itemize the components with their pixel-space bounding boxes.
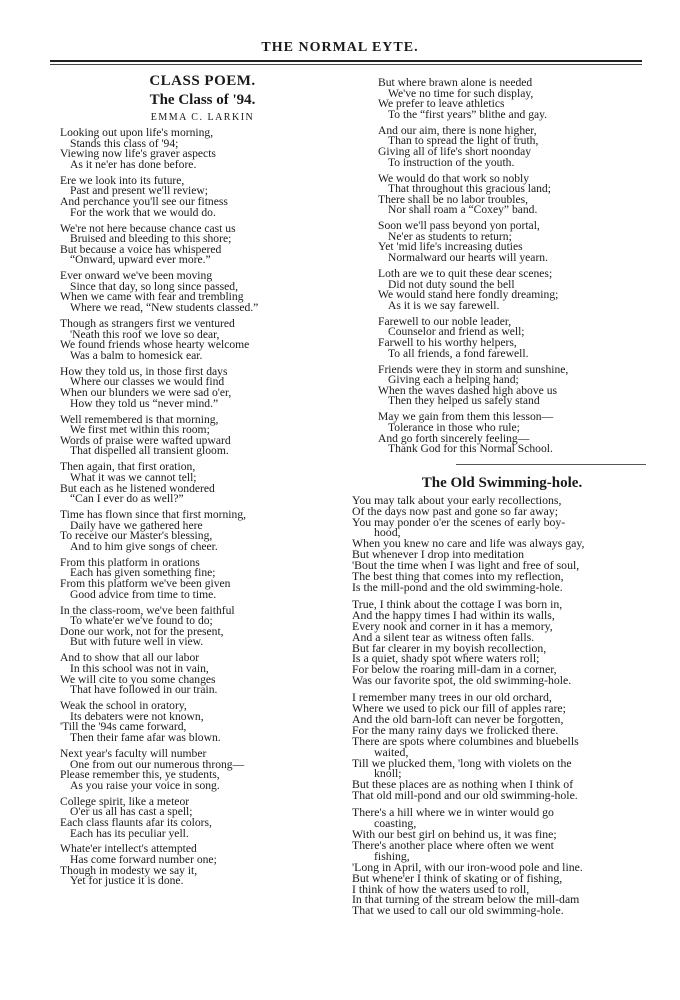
stanza	[378, 171, 648, 217]
verse-line: Where we used to pick our fill of apples rare;	[352, 701, 566, 716]
verse-line: I think of how the waters used to roll,	[352, 881, 530, 896]
verse-line: How they told us, in those first days	[60, 364, 228, 378]
verse-line: True, I think about the cottage I was born in,	[352, 596, 563, 611]
verse-line: When you knew no care and life was always gay,	[352, 536, 585, 551]
stanza	[60, 555, 345, 601]
verse-line: In this school was not in vain,	[70, 662, 209, 676]
stanza	[60, 173, 345, 219]
verse-line: We prefer to leave athletics	[378, 97, 505, 111]
verse-line: As you raise your voice in song.	[70, 778, 220, 792]
stanza	[60, 746, 345, 792]
verse-line: For the many rainy days we frolicked there.	[352, 722, 559, 737]
verse-line: Yet 'mid life's increasing duties	[378, 240, 523, 254]
poem-heading: CLASS POEM.	[149, 73, 256, 89]
verse-line: Counselor and friend as well;	[388, 325, 525, 339]
verse-line: Each has its peculiar yell.	[70, 826, 189, 840]
verse-line: We would do that work so nobly	[378, 171, 530, 185]
verse-line: O'er us all has cast a spell;	[70, 805, 193, 819]
verse-line: Words of praise were wafted upward	[60, 433, 231, 447]
verse-line: Giving each a helping hand;	[388, 373, 519, 387]
verse-line: Is the mill-pond and the old swimming-hole.	[352, 579, 563, 594]
verse-line: 'Long in April, with our iron-wood pole and line.	[352, 859, 583, 874]
verse-line: You may ponder o'er the scenes of early boy-	[352, 514, 566, 529]
verse-line: The best thing that comes into my reflection,	[352, 569, 564, 584]
verse-line: There shall be no labor troubles,	[378, 192, 529, 206]
verse-line: But because a voice has whispered	[60, 242, 222, 256]
verse-line: Loth are we to quit these dear scenes;	[378, 267, 553, 281]
verse-line: For the work that we would do.	[70, 205, 216, 219]
verse-line: And the happy times I had within its walls,	[352, 607, 555, 622]
verse-line: And go forth sincerely feeling—	[378, 431, 530, 445]
verse-line: As it ne'er has done before.	[70, 157, 197, 171]
verse-line: Farwell to his worthy helpers,	[378, 336, 517, 350]
stanza	[60, 271, 345, 313]
stanza	[378, 221, 648, 263]
verse-line: Yet for justice it is done.	[70, 874, 184, 888]
verse-line: Was a balm to homesick ear.	[70, 348, 203, 362]
verse-line: We're not here because chance cast us	[60, 221, 236, 235]
verse-line: That dispelled all transient gloom.	[70, 444, 229, 458]
verse-line: waited,	[374, 744, 409, 759]
stanza	[60, 412, 345, 458]
section-divider	[456, 464, 646, 465]
verse-line: Good advice from time to time.	[70, 587, 217, 601]
verse-line: When our blunders we were sad o'er,	[60, 386, 232, 400]
verse-line: 'Till the '94s came forward,	[60, 720, 187, 734]
stanza	[352, 492, 647, 594]
verse-line: Though in modesty we say it,	[60, 863, 198, 877]
verse-line: Every nook and corner in it has a memory,	[352, 618, 553, 633]
stanza	[378, 362, 648, 408]
verse-line: As it is we say farewell.	[388, 298, 500, 312]
verse-line: Has come forward number one;	[70, 853, 217, 867]
verse-line: In that turning of the stream below the mill-dam	[352, 892, 580, 907]
verse-line: And the old barn-loft can never be forgotten,	[352, 711, 564, 726]
verse-line: “Onward, upward ever more.”	[70, 253, 211, 267]
verse-line: 'Bout the time when I was light and free of soul,	[352, 558, 580, 573]
stanza	[352, 596, 647, 688]
verse-line: Weak the school in oratory,	[60, 699, 187, 713]
stanza	[60, 221, 345, 267]
verse-line: coasting,	[374, 816, 417, 831]
stanza	[378, 412, 648, 454]
verse-line: Till we plucked them, 'long with violets on the	[352, 755, 572, 770]
verse-line: For below the roaring mill-dam in a corner,	[352, 662, 557, 677]
verse-line: To all friends, a fond farewell.	[388, 346, 529, 360]
stanza	[60, 510, 345, 552]
page-header: THE NORMAL EYTE.	[261, 40, 419, 55]
verse-line: To receive our Master's blessing,	[60, 529, 213, 543]
verse-line: There's another place where often we went	[352, 837, 554, 852]
verse-line: And to him give songs of cheer.	[70, 539, 218, 553]
stanza	[378, 78, 648, 120]
verse-line: We found friends whose hearty welcome	[60, 338, 250, 352]
verse-line: There are spots where columbines and bluebells	[352, 733, 579, 748]
verse-line: Stands this class of '94;	[70, 136, 179, 150]
verse-line: But each as he listened wondered	[60, 481, 215, 495]
left-column	[60, 72, 345, 892]
verse-line: We will cite to you some changes	[60, 672, 216, 686]
verse-line: Ne'er as students to return;	[388, 229, 512, 243]
verse-line: To the “first years” blithe and gay.	[388, 107, 548, 121]
verse-line: But these places are as nothing when I think of	[352, 777, 574, 792]
verse-line: How they told us “never mind.”	[70, 396, 219, 410]
verse-line: That have followed in our train.	[70, 683, 218, 697]
class-poem-stanzas-left	[60, 128, 345, 887]
verse-line: What it was we cannot tell;	[70, 470, 197, 484]
verse-line: To whate'er we've found to do;	[70, 614, 213, 628]
verse-line: Then their fame afar was blown.	[70, 730, 221, 744]
verse-line: Of the days now past and gone so far away;	[352, 503, 559, 518]
verse-line: Well remembered is that morning,	[60, 412, 219, 426]
verse-line: When we came with fear and trembling	[60, 290, 244, 304]
verse-line: You may talk about your early recollections,	[352, 492, 562, 507]
verse-line: Daily have we gathered here	[70, 518, 203, 532]
verse-line: Then they helped us safely stand	[388, 394, 540, 408]
stanza	[60, 794, 345, 840]
stanza	[60, 462, 345, 504]
verse-line: Nor shall roam a “Coxey” band.	[388, 203, 538, 217]
verse-line: Then again, that first oration,	[60, 460, 196, 474]
verse-line: Done our work, not for the present,	[60, 624, 224, 638]
stanza	[378, 269, 648, 311]
verse-line: From this platform in orations	[60, 555, 200, 569]
verse-line: Is a quiet, shady spot where waters roll;	[352, 651, 540, 666]
verse-line: Viewing now life's graver aspects	[60, 147, 216, 161]
verse-line: Next year's faculty will number	[60, 746, 207, 760]
verse-line: Did not duty sound the bell	[388, 277, 515, 291]
verse-line: Looking out upon life's morning,	[60, 126, 214, 139]
verse-line: Past and present we'll review;	[70, 184, 208, 198]
verse-line: But where brawn alone is needed	[378, 76, 533, 89]
poem-author: EMMA C. LARKIN	[150, 112, 255, 123]
verse-line: Ever onward we've been moving	[60, 269, 213, 283]
verse-line: Was our favorite spot, the old swimming-hole.	[352, 673, 572, 688]
verse-line: But whenever I drop into meditation	[352, 547, 524, 562]
verse-line: We've no time for such display,	[388, 86, 534, 100]
verse-line: One from out our numerous throng—	[70, 757, 245, 771]
verse-line: But whene'er I think of skating or of fishing,	[352, 870, 563, 885]
poem-subtitle: The Class of '94.	[149, 92, 256, 108]
verse-line: Where our classes we would find	[70, 375, 225, 389]
header-rule	[50, 60, 642, 62]
verse-line: Its debaters were not known,	[70, 709, 204, 723]
verse-line: Soon we'll pass beyond yon portal,	[378, 219, 540, 233]
verse-line: I remember many trees in our old orchard,	[352, 690, 552, 705]
verse-line: Where we read, “New students classed.”	[70, 301, 259, 315]
verse-line: “Can I ever do as well?”	[70, 492, 184, 506]
stanza	[378, 123, 648, 169]
swimming-hole-title: The Old Swimming-hole.	[421, 474, 583, 491]
verse-line: That we used to call our old swimming-hole.	[352, 903, 564, 918]
verse-line: Please remember this, ye students,	[60, 768, 220, 782]
verse-line: From this platform we've been given	[60, 577, 231, 591]
verse-line: Though as strangers first we ventured	[60, 317, 235, 331]
verse-line: And a silent tear as witness often falls.	[352, 629, 535, 644]
verse-line: With our best girl on behind us, it was fine;	[352, 827, 557, 842]
verse-line: Bruised and bleeding to this shore;	[70, 232, 232, 246]
verse-line: Than to spread the light of truth,	[388, 134, 539, 148]
verse-line: hood,	[374, 525, 401, 540]
stanza	[378, 314, 648, 360]
verse-line: Farewell to our noble leader,	[378, 314, 512, 328]
stanza	[60, 128, 345, 170]
verse-line: That old mill-pond and our old swimming-hole.	[352, 788, 578, 803]
verse-line: Each class flaunts afar its colors,	[60, 815, 212, 829]
verse-line: fishing,	[374, 848, 410, 863]
verse-line: Each has given something fine;	[70, 566, 216, 580]
verse-line: Normalward our hearts will yearn.	[388, 251, 549, 265]
verse-line: To instruction of the youth.	[388, 155, 515, 169]
verse-line: Tolerance in those who rule;	[388, 420, 520, 434]
stanza	[352, 807, 647, 916]
verse-line: We first met within this room;	[70, 423, 210, 437]
verse-line: knoll;	[374, 766, 402, 781]
verse-line: College spirit, like a meteor	[60, 794, 190, 808]
verse-line: And perchance you'll see our fitness	[60, 194, 228, 208]
verse-line: We would stand here fondly dreaming;	[378, 288, 559, 302]
verse-line: And to show that all our labor	[60, 651, 200, 665]
verse-line: When the waves dashed high above us	[378, 383, 558, 397]
verse-line: Friends were they in storm and sunshine,	[378, 362, 569, 376]
verse-line: May we gain from them this lesson—	[378, 410, 554, 424]
verse-line: Time has flown since that first morning,	[60, 508, 247, 522]
verse-line: Since that day, so long since passed,	[70, 279, 238, 293]
verse-line: In the class-room, we've been faithful	[60, 603, 235, 617]
right-column	[352, 76, 648, 922]
class-poem-stanzas-right	[378, 78, 648, 455]
stanza	[60, 701, 345, 743]
verse-line: And our aim, there is none higher,	[378, 123, 537, 137]
verse-line: 'Neath this roof we love so dear,	[70, 327, 220, 341]
verse-line: Whate'er intellect's attempted	[60, 842, 197, 856]
stanza	[60, 603, 345, 649]
stanza	[60, 844, 345, 886]
verse-line: There's a hill where we in winter would go	[352, 805, 554, 820]
verse-line: Thank God for this Normal School.	[388, 442, 553, 456]
stanza	[60, 319, 345, 361]
verse-line: But far clearer in my boyish recollection,	[352, 640, 547, 655]
verse-line: Ere we look into its future,	[60, 173, 185, 187]
header-rule-thin	[50, 64, 642, 65]
stanza	[60, 364, 345, 410]
swimming-hole-stanzas	[352, 492, 647, 918]
verse-line: Giving all of life's short noonday	[378, 144, 532, 158]
stanza	[352, 692, 647, 801]
stanza	[60, 653, 345, 695]
verse-line: That throughout this gracious land;	[388, 182, 551, 196]
verse-line: But with future well in view.	[70, 635, 204, 649]
